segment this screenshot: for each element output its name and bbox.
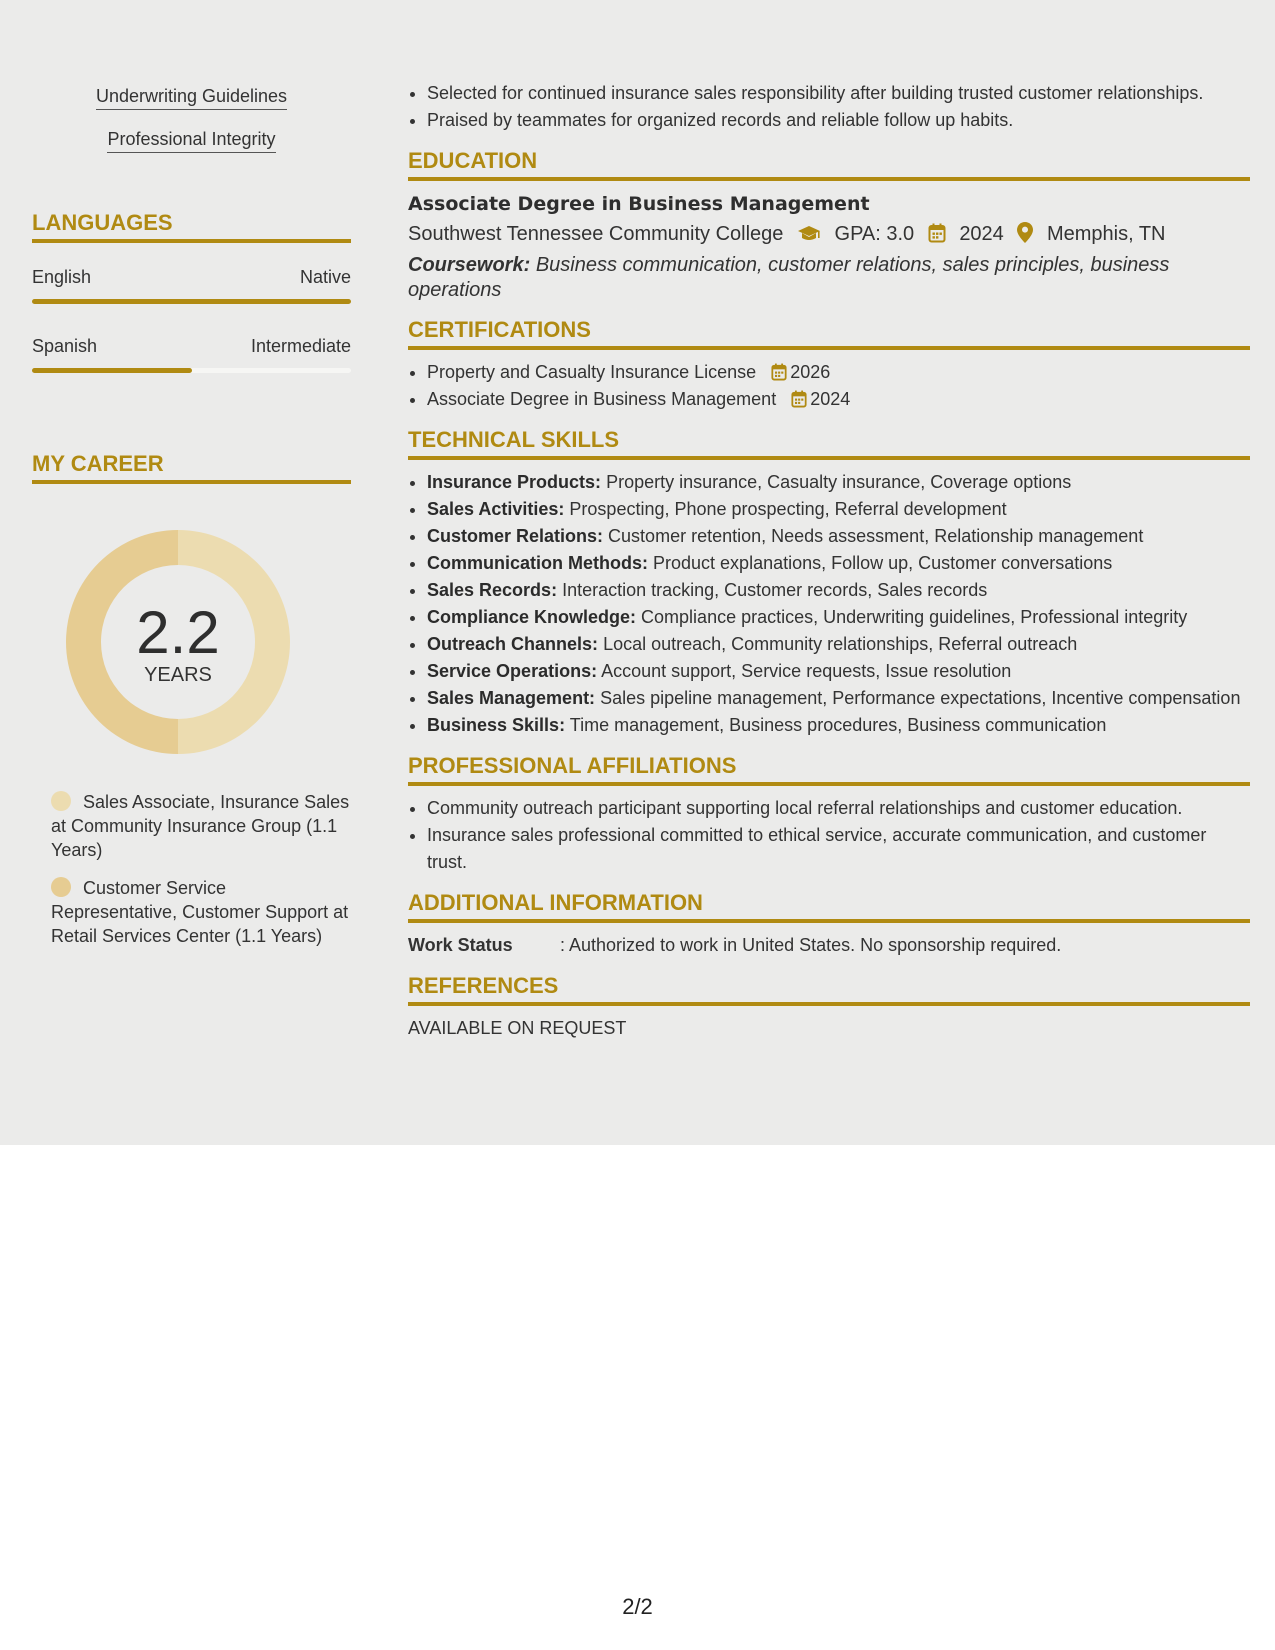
references-heading: REFERENCES bbox=[408, 973, 1250, 1006]
education-coursework bbox=[408, 253, 1250, 303]
skill-category: Service Operations: bbox=[427, 661, 598, 681]
certification-year: 2024 bbox=[810, 389, 851, 409]
skill-values: Sales pipeline management, Performance expectations, Incentive compensation bbox=[600, 688, 1241, 708]
skill-values: Account support, Service requests, Issue resolution bbox=[601, 661, 1012, 681]
skill-item bbox=[427, 577, 1250, 604]
skill-values: Local outreach, Community relationships, Referral outreach bbox=[603, 634, 1078, 654]
skill-values: Compliance practices, Underwriting guidelines, Professional integrity bbox=[641, 607, 1188, 627]
career-legend-label: Customer Service Representative, Customer Support at Retail Services Center (1.1 Years) bbox=[51, 878, 349, 946]
graduation-cap-icon bbox=[797, 221, 821, 253]
technical-skills-heading: TECHNICAL SKILLS bbox=[408, 427, 1250, 460]
skill-values: Property insurance, Casualty insurance, Coverage options bbox=[606, 472, 1072, 492]
skill-category: Compliance Knowledge: bbox=[427, 607, 637, 627]
skill-category: Customer Relations: bbox=[427, 526, 604, 546]
skill-category: Sales Records: bbox=[427, 580, 558, 600]
legend-dot bbox=[51, 791, 71, 811]
skill-item bbox=[427, 685, 1250, 712]
career-total-value: 2.2 bbox=[136, 599, 220, 666]
calendar-icon bbox=[791, 390, 807, 408]
certifications-list bbox=[408, 359, 1250, 413]
skill-tags bbox=[32, 86, 351, 172]
skill-item bbox=[427, 550, 1250, 577]
language-name: English bbox=[32, 267, 92, 287]
page-number: 2/2 bbox=[622, 1594, 653, 1619]
career-legend-item bbox=[51, 876, 351, 948]
work-status-label: Work Status bbox=[408, 935, 513, 955]
experience-bullets bbox=[408, 80, 1250, 134]
career-donut-chart bbox=[66, 530, 290, 754]
experience-bullet: • Selected for continued insurance sales responsibility after building trusted customer relationships. bbox=[427, 80, 1250, 107]
legend-dot bbox=[51, 877, 71, 897]
skill-tag: Professional Integrity bbox=[107, 129, 275, 153]
education-heading: EDUCATION bbox=[408, 148, 1250, 181]
education-year: 2024 bbox=[959, 223, 1004, 245]
technical-skills-list bbox=[408, 469, 1250, 739]
skill-tag: Underwriting Guidelines bbox=[96, 86, 287, 110]
coursework-text: Business communication, customer relations, sales principles, business operations bbox=[408, 254, 1170, 301]
additional-info-heading: ADDITIONAL INFORMATION bbox=[408, 890, 1250, 923]
education-degree: Associate Degree in Business Management bbox=[408, 193, 870, 215]
skill-item bbox=[427, 604, 1250, 631]
certification-item bbox=[427, 386, 1250, 413]
skill-values: Product explanations, Follow up, Customer conversations bbox=[653, 553, 1113, 573]
language-row bbox=[32, 336, 351, 357]
skill-values: Prospecting, Phone prospecting, Referral development bbox=[569, 499, 1007, 519]
skill-item bbox=[427, 712, 1250, 739]
coursework-label: Coursework: bbox=[408, 254, 531, 276]
skill-item bbox=[427, 496, 1250, 523]
references-text: AVAILABLE ON REQUEST bbox=[408, 1018, 627, 1038]
skill-values: Customer retention, Needs assessment, Relationship management bbox=[608, 526, 1144, 546]
language-row bbox=[32, 267, 351, 288]
skill-category: Communication Methods: bbox=[427, 553, 648, 573]
language-bar-fill bbox=[32, 368, 192, 373]
work-status-row bbox=[408, 932, 1250, 959]
language-bar bbox=[32, 299, 351, 304]
skill-values: Interaction tracking, Customer records, Sales records bbox=[562, 580, 988, 600]
language-bar-fill bbox=[32, 299, 351, 304]
experience-bullet: • Praised by teammates for organized records and reliable follow up habits. bbox=[427, 107, 1250, 134]
career-legend-label: Sales Associate, Insurance Sales at Community Insurance Group (1.1 Years) bbox=[51, 792, 350, 860]
affiliation-item: • Insurance sales professional committed to ethical service, accurate communication, and customer trust. bbox=[427, 822, 1250, 876]
affiliation-item: • Community outreach participant supporting local referral relationships and customer education. bbox=[427, 795, 1250, 822]
skill-category: Sales Activities: bbox=[427, 499, 565, 519]
career-heading: MY CAREER bbox=[32, 451, 351, 484]
calendar-icon bbox=[771, 363, 787, 381]
affiliations-heading: PROFESSIONAL AFFILIATIONS bbox=[408, 753, 1250, 786]
language-level: Intermediate bbox=[250, 336, 351, 356]
certifications-heading: CERTIFICATIONS bbox=[408, 317, 1250, 350]
skill-category: Business Skills: bbox=[427, 715, 566, 735]
location-pin-icon bbox=[1017, 221, 1033, 253]
affiliations-list bbox=[408, 795, 1250, 876]
skill-category: Insurance Products: bbox=[427, 472, 602, 492]
education-meta bbox=[408, 218, 1250, 253]
education-location: Memphis, TN bbox=[1046, 223, 1166, 245]
skill-values: Time management, Business procedures, Business communication bbox=[569, 715, 1107, 735]
certification-item bbox=[427, 359, 1250, 386]
career-total-unit: YEARS bbox=[144, 664, 212, 686]
education-gpa: GPA: 3.0 bbox=[834, 223, 915, 245]
languages-heading: LANGUAGES bbox=[32, 210, 351, 243]
certification-name: Associate Degree in Business Management bbox=[427, 389, 777, 409]
skill-item bbox=[427, 631, 1250, 658]
language-name: Spanish bbox=[32, 336, 98, 356]
skill-category: Outreach Channels: bbox=[427, 634, 599, 654]
language-level: Native bbox=[299, 267, 351, 287]
career-legend bbox=[51, 790, 351, 962]
calendar-icon bbox=[928, 221, 946, 253]
career-legend-item bbox=[51, 790, 351, 862]
certification-year: 2026 bbox=[790, 362, 831, 382]
skill-category: Sales Management: bbox=[427, 688, 596, 708]
skill-item bbox=[427, 469, 1250, 496]
skill-item bbox=[427, 523, 1250, 550]
education-school: Southwest Tennessee Community College bbox=[408, 223, 784, 245]
main-content bbox=[408, 80, 1250, 1042]
language-bar bbox=[32, 368, 351, 373]
skill-item bbox=[427, 658, 1250, 685]
certification-name: Property and Casualty Insurance License bbox=[427, 362, 757, 382]
work-status-value: : Authorized to work in United States. No sponsorship required. bbox=[560, 935, 1062, 955]
